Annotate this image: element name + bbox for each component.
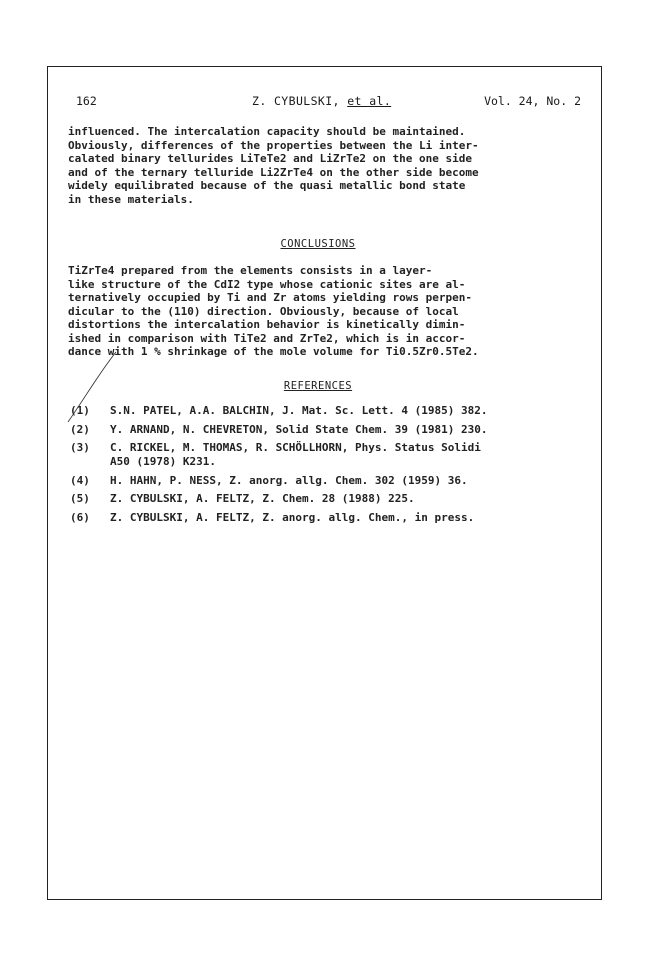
reference-number: (1) <box>70 404 90 417</box>
reference-item <box>70 492 570 506</box>
running-header <box>76 94 581 110</box>
reference-item <box>70 474 570 488</box>
reference-list <box>70 404 570 529</box>
reference-number: (3) <box>70 441 90 454</box>
author-etal: et al. <box>347 94 392 108</box>
reference-item <box>70 404 570 418</box>
reference-number: (5) <box>70 492 90 505</box>
reference-text: H. HAHN, P. NESS, Z. anorg. allg. Chem. 302 (1959) 36. <box>110 473 468 487</box>
volume-issue: Vol. 24, No. 2 <box>484 94 581 108</box>
intro-paragraph: influenced. The intercalation capacity should be maintained. Obviously, differences of the properties between the Li inter- calated binary tellurides LiTeTe2 and LiZrTe2 on the one side and of the ternary telluride Li2ZrTe4 on the other side become widely equilibrated because of the quasi metallic bond state in these materials. <box>68 125 479 206</box>
reference-text: Y. ARNAND, N. CHEVRETON, Solid State Chem. 39 (1981) 230. <box>110 422 488 436</box>
reference-item <box>70 511 570 525</box>
author-line <box>252 94 391 108</box>
conclusions-heading: CONCLUSIONS <box>280 238 356 250</box>
author-name: Z. CYBULSKI, <box>252 94 348 108</box>
reference-item <box>70 423 570 437</box>
reference-text: Z. CYBULSKI, A. FELTZ, Z. Chem. 28 (1988) 225. <box>110 492 415 505</box>
reference-text: Z. CYBULSKI, A. FELTZ, Z. anorg. allg. Chem., in press. <box>110 510 475 524</box>
reference-text: S.N. PATEL, A.A. BALCHIN, J. Mat. Sc. Lett. 4 (1985) 382. <box>110 404 488 417</box>
reference-number: (2) <box>70 422 90 436</box>
conclusions-paragraph: TiZrTe4 prepared from the elements consists in a layer- like structure of the CdI2 type whose cationic sites are al- ternatively occupied by Ti and Zr atoms yielding rows perpen- dicular to the (110) direction. Obviously, because of local distortions the intercalation behavior is kinetically dimin- ished in comparison with TiTe2 and ZrTe2, which is in accor- dance with 1 % shrinkage of the mole volume for Ti0.5Zr0.5Te2. <box>68 264 479 358</box>
reference-number: (4) <box>70 473 90 487</box>
reference-text: C. RICKEL, M. THOMAS, R. SCHÖLLHORN, Phys. Status Solidi A50 (1978) K231. <box>110 441 481 468</box>
reference-number: (6) <box>70 510 90 524</box>
references-heading: REFERENCES <box>283 380 353 392</box>
reference-item <box>70 441 570 469</box>
page-number: 162 <box>76 94 97 108</box>
